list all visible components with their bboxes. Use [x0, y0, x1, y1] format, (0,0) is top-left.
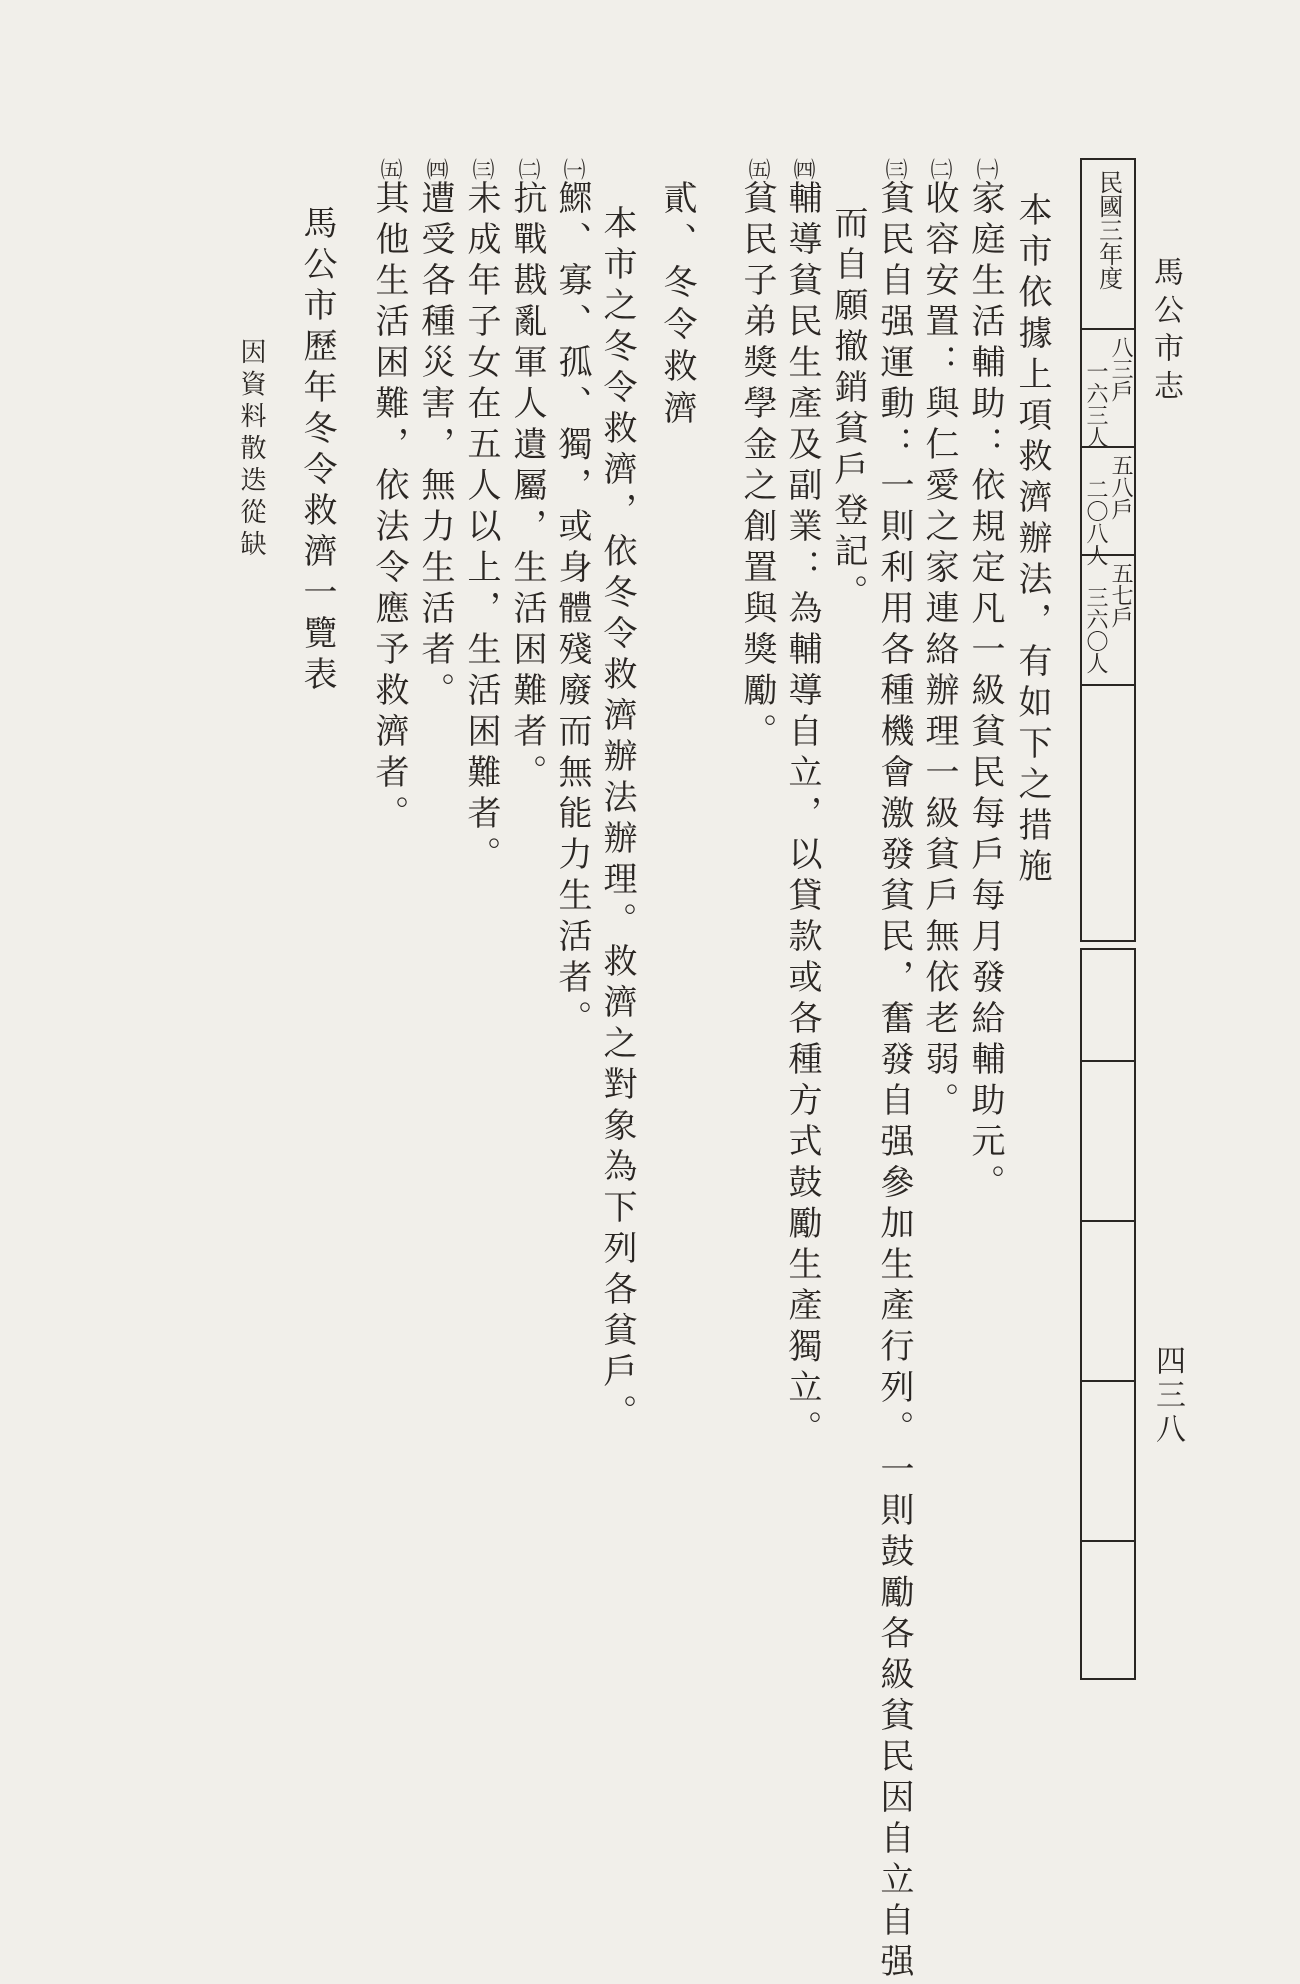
- table-divider: [1082, 1060, 1134, 1062]
- item-text: 其他生活困難，依法令應予救濟者。: [369, 180, 409, 836]
- item-text: 遭受各種災害，無力生活者。: [415, 180, 455, 713]
- relief-statistics-table-continued: [1080, 948, 1136, 1680]
- table-persons: 二〇八人: [1083, 478, 1108, 566]
- item-marker: ㈠: [560, 158, 585, 180]
- item-marker: ㈤: [745, 158, 770, 180]
- item-text: 貧民子弟獎學金之創置與獎勵。: [737, 180, 777, 754]
- section2-item-5: [369, 158, 409, 836]
- section2-intro: 本市之冬令救濟，依冬令救濟辦法辦理。救濟之對象為下列各貧戶。: [597, 205, 637, 1435]
- section1-item-2: [919, 158, 959, 1123]
- page-number: 四三八: [1150, 1345, 1185, 1447]
- section1-item-1: [965, 158, 1005, 1205]
- table-divider: [1082, 1540, 1134, 1542]
- section1-item-4: [782, 158, 822, 1451]
- table-divider: [1082, 1220, 1134, 1222]
- item-marker: ㈤: [377, 158, 402, 180]
- item-marker: ㈡: [515, 158, 540, 180]
- section2-item-2: [507, 158, 547, 795]
- item-text: 抗戰戡亂軍人遺屬，生活困難者。: [507, 180, 547, 795]
- section2-item-3: [461, 158, 501, 877]
- item-text: 鰥、寡、孤、獨，或身體殘廢而無能力生活者。: [552, 180, 592, 1041]
- item-text: 輔導貧民生產及副業：為輔導自立，以貸款或各種方式鼓勵生產獨立。: [782, 180, 822, 1451]
- table-year-label: 民國三年度: [1094, 170, 1123, 290]
- item-text: 收容安置：與仁愛之家連絡辦理一級貧戶無依老弱。: [919, 180, 959, 1123]
- table-cell-empty: [1082, 686, 1134, 940]
- item-marker: ㈢: [469, 158, 494, 180]
- item-marker: ㈣: [423, 158, 448, 180]
- section1-intro: 本市依據上項救濟辦法，有如下之措施: [1012, 192, 1052, 889]
- table-households: 五七戶: [1108, 562, 1134, 628]
- table-cell: [1082, 556, 1134, 686]
- section1-item-5: [737, 158, 777, 754]
- item-text: 未成年子女在五人以上，生活困難者。: [461, 180, 501, 877]
- item-marker: ㈡: [927, 158, 952, 180]
- table-cell: [1082, 330, 1134, 448]
- relief-statistics-table: [1080, 158, 1136, 942]
- item-marker: ㈢: [882, 158, 907, 180]
- table-persons: 一六三人: [1083, 360, 1108, 448]
- table-cell: [1082, 448, 1134, 566]
- book-title: 馬公市志: [1148, 256, 1183, 408]
- section2-item-1: [552, 158, 592, 1041]
- missing-data-note: 因資料散迭從缺: [236, 338, 266, 562]
- table-year-cell: [1082, 160, 1134, 330]
- section2-heading: 貳、冬令救濟: [657, 180, 697, 432]
- table-persons: 三六〇人: [1083, 586, 1108, 674]
- table-households: 五八戶: [1108, 454, 1134, 520]
- section1-item-3-continued: [828, 205, 868, 615]
- table-households: 八三戶: [1108, 336, 1134, 402]
- item-marker: ㈣: [790, 158, 815, 180]
- item-text: 貧民自强運動：一則利用各種機會激發貧民，奮發自强參加生產行列。一則鼓勵各級貧民因自立自强: [874, 180, 914, 1984]
- item-text: 而自願撤銷貧戶登記。: [828, 205, 868, 615]
- section1-item-3: [874, 158, 914, 1984]
- item-text: 家庭生活輔助：依規定凡一級貧民每戶每月發給輔助元。: [965, 180, 1005, 1205]
- winter-relief-table-title: 馬公市歷年冬令救濟一覽表: [297, 205, 337, 697]
- item-marker: ㈠: [973, 158, 998, 180]
- section2-item-4: [415, 158, 455, 713]
- table-divider: [1082, 1380, 1134, 1382]
